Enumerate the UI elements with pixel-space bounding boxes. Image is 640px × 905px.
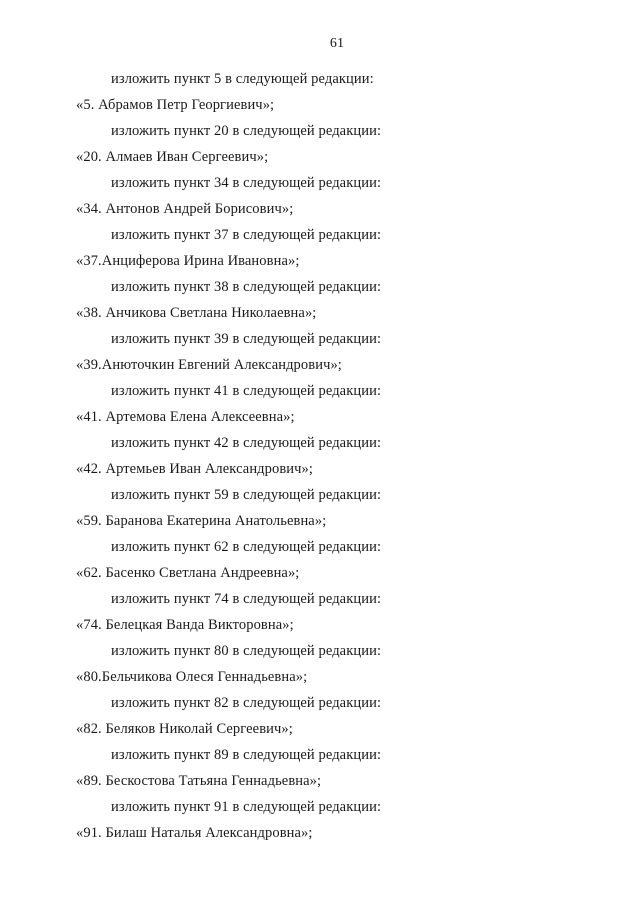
amendment-instruction: изложить пункт 89 в следующей редакции: bbox=[111, 747, 382, 763]
amendment-text: «42. Артемьев Иван Александрович»; bbox=[76, 461, 314, 477]
amendment-instruction: изложить пункт 91 в следующей редакции: bbox=[111, 799, 382, 815]
amendment-instruction: изложить пункт 74 в следующей редакции: bbox=[111, 591, 382, 607]
page-number: 61 bbox=[329, 36, 345, 51]
amendment-list bbox=[0, 66, 640, 846]
amendment-instruction: изложить пункт 5 в следующей редакции: bbox=[111, 71, 374, 87]
amendment-text: «62. Басенко Светлана Андреевна»; bbox=[76, 565, 300, 581]
amendment-text: «5. Абрамов Петр Георгиевич»; bbox=[76, 97, 275, 113]
amendment-text: «91. Билаш Наталья Александровна»; bbox=[76, 825, 313, 841]
amendment-instruction: изложить пункт 62 в следующей редакции: bbox=[111, 539, 382, 555]
amendment-text: «37.Анциферова Ирина Ивановна»; bbox=[76, 253, 300, 269]
amendment-text: «89. Бескостова Татьяна Геннадьевна»; bbox=[76, 773, 322, 789]
amendment-instruction: изложить пункт 59 в следующей редакции: bbox=[111, 487, 382, 503]
amendment-instruction: изложить пункт 34 в следующей редакции: bbox=[111, 175, 382, 191]
amendment-instruction: изложить пункт 41 в следующей редакции: bbox=[111, 383, 382, 399]
amendment-instruction: изложить пункт 37 в следующей редакции: bbox=[111, 227, 382, 243]
amendment-text: «59. Баранова Екатерина Анатольевна»; bbox=[76, 513, 327, 529]
amendment-text: «41. Артемова Елена Алексеевна»; bbox=[76, 409, 295, 425]
amendment-instruction: изложить пункт 20 в следующей редакции: bbox=[111, 123, 382, 139]
amendment-instruction: изложить пункт 80 в следующей редакции: bbox=[111, 643, 382, 659]
amendment-instruction: изложить пункт 82 в следующей редакции: bbox=[111, 695, 382, 711]
amendment-instruction: изложить пункт 39 в следующей редакции: bbox=[111, 331, 382, 347]
amendment-text: «80.Бельчикова Олеся Геннадьевна»; bbox=[76, 669, 308, 685]
amendment-instruction: изложить пункт 42 в следующей редакции: bbox=[111, 435, 382, 451]
amendment-instruction: изложить пункт 38 в следующей редакции: bbox=[111, 279, 382, 295]
amendment-text: «82. Беляков Николай Сергеевич»; bbox=[76, 721, 293, 737]
amendment-text: «74. Белецкая Ванда Викторовна»; bbox=[76, 617, 294, 633]
amendment-text: «39.Анюточкин Евгений Александрович»; bbox=[76, 357, 342, 373]
amendment-text: «20. Алмаев Иван Сергеевич»; bbox=[76, 149, 269, 165]
amendment-text: «34. Антонов Андрей Борисович»; bbox=[76, 201, 294, 217]
amendment-text: «38. Анчикова Светлана Николаевна»; bbox=[76, 305, 317, 321]
